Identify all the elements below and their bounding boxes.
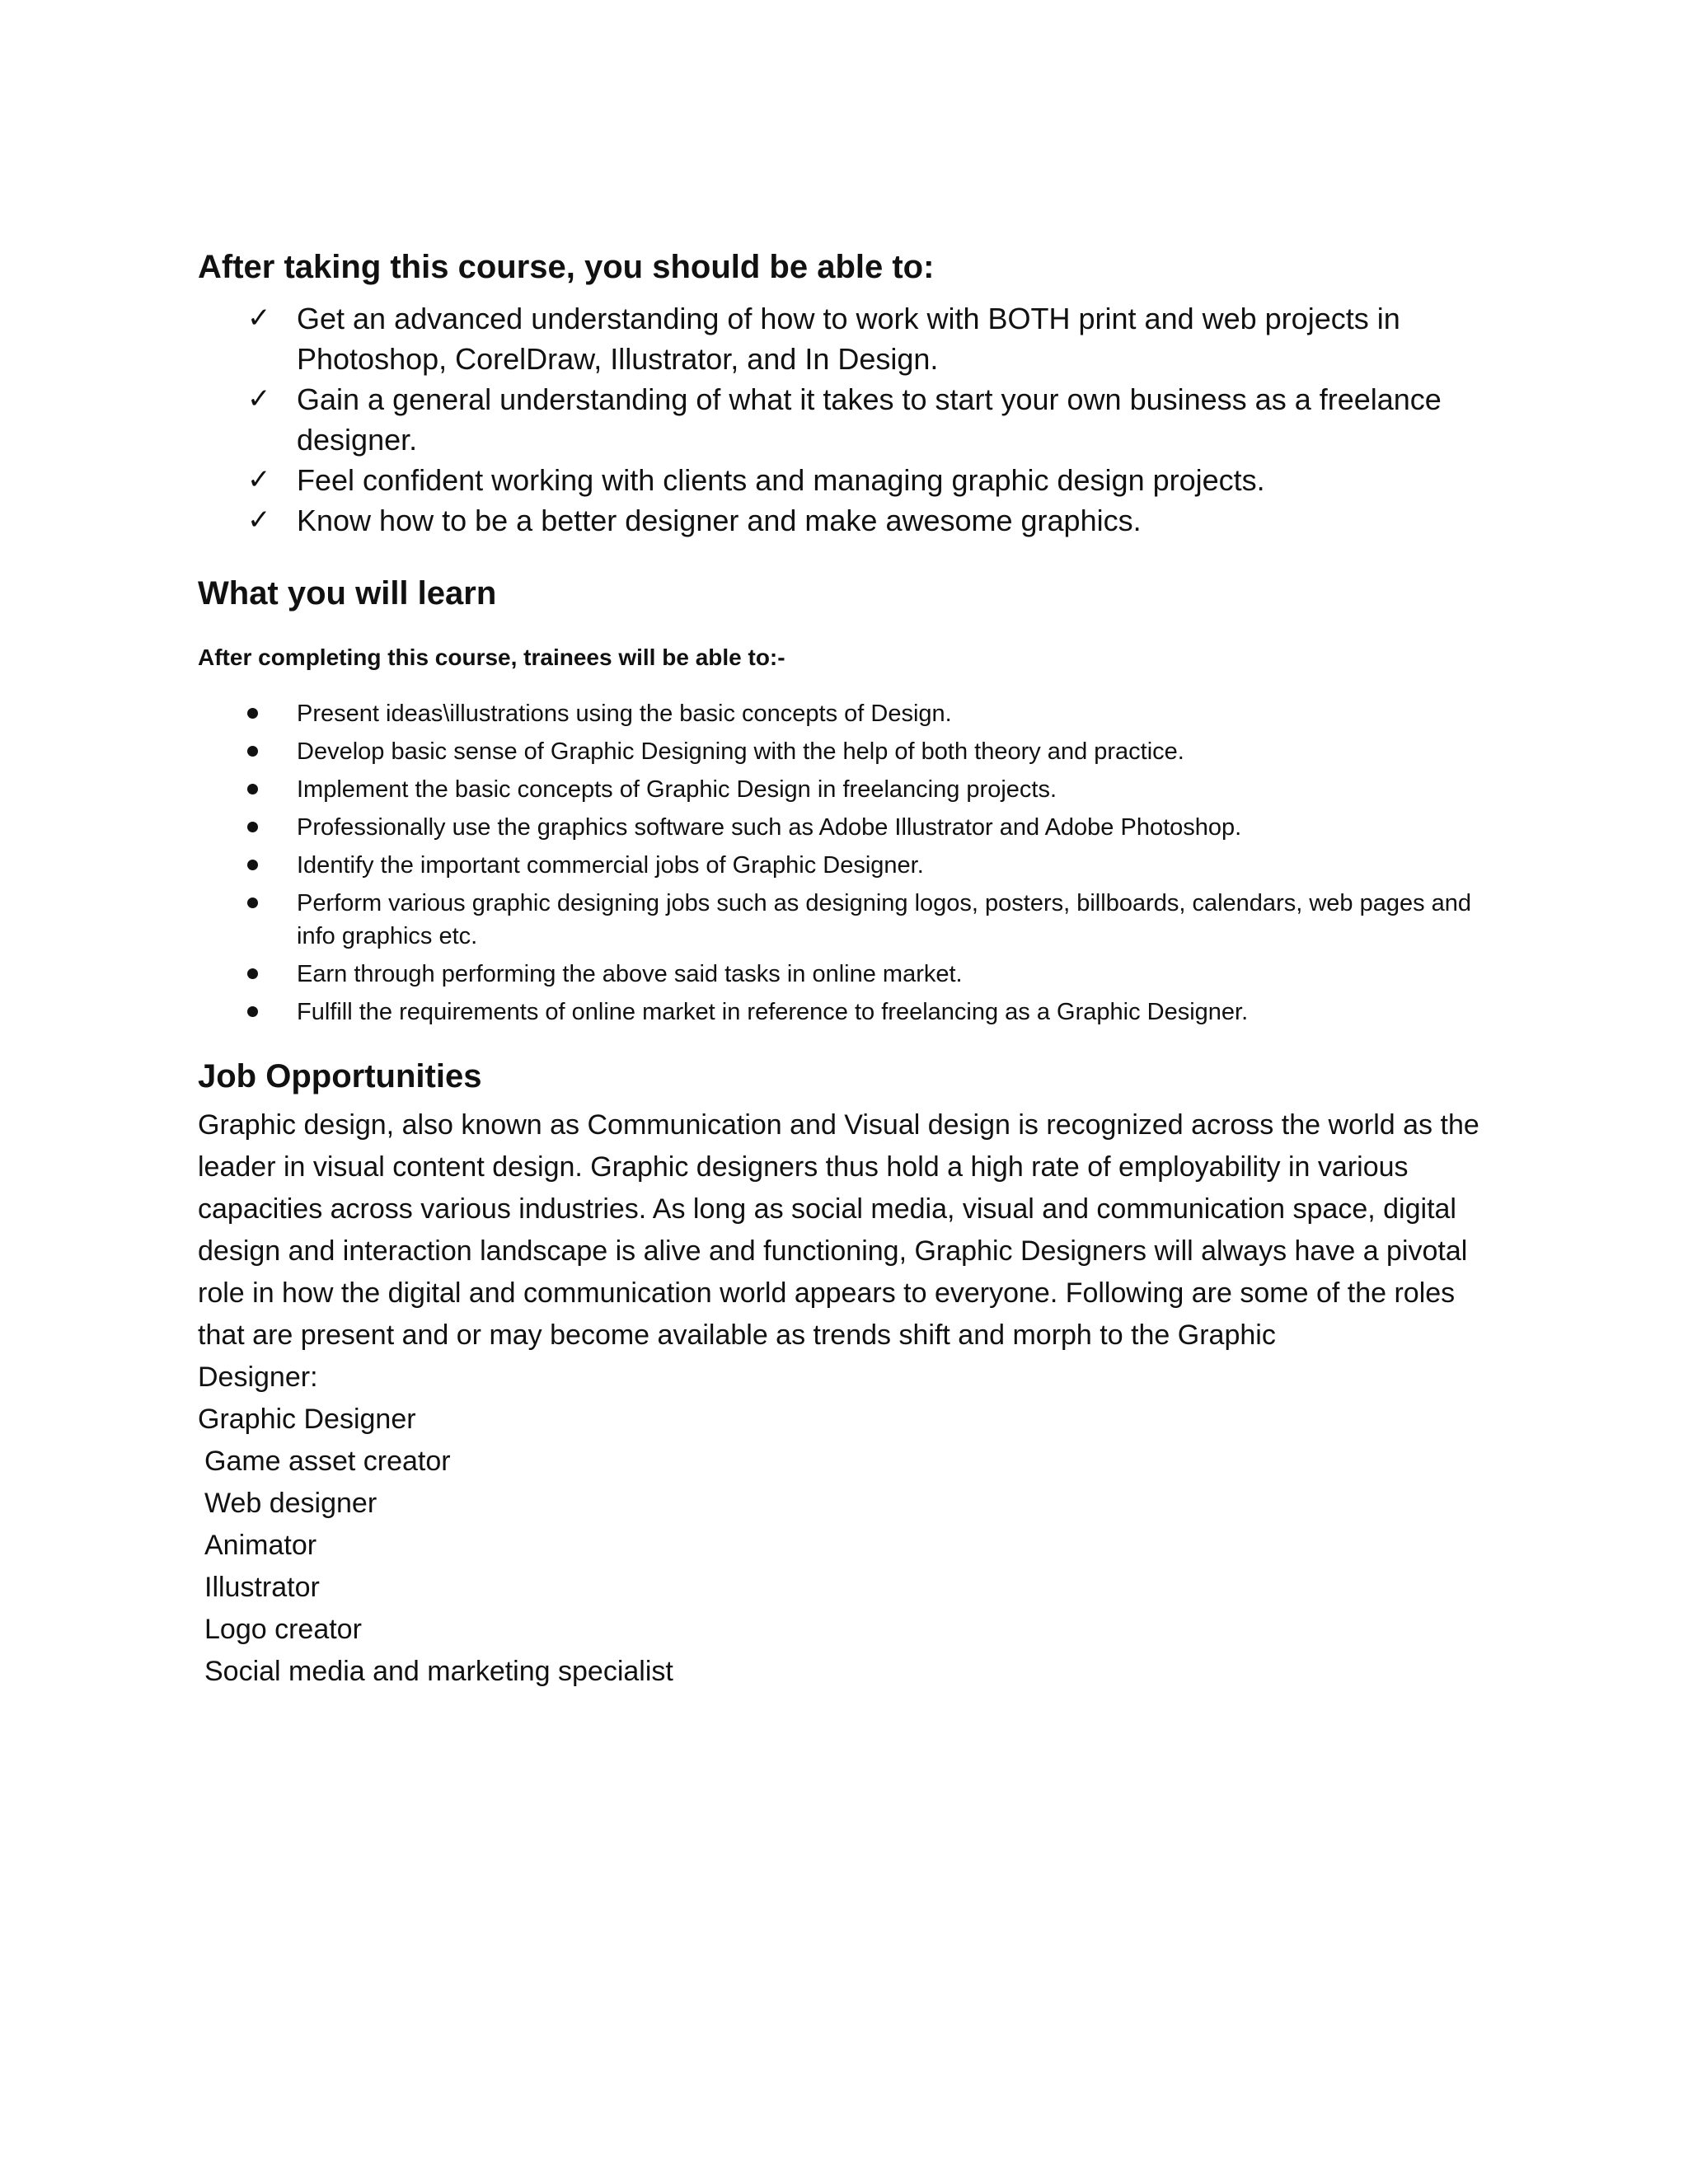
bullet-dot-icon — [247, 898, 258, 908]
learn-item-text: Fulfill the requirements of online market in reference to freelancing as a Graphic Designer. — [297, 999, 1249, 1026]
learn-item-text: Earn through performing the above said tasks in online market. — [297, 961, 963, 988]
jobs-paragraph-end: Designer: — [198, 1361, 318, 1394]
document-content — [198, 247, 1484, 1693]
check-icon: ✓ — [247, 382, 271, 415]
learn-item-text: Perform various graphic designing jobs such as designing logos, posters, billboards, calendars, web pages and info graphics etc. — [297, 890, 1472, 950]
jobs-paragraph: Graphic design, also known as Communication and Visual design is recognized across the world as the leader in visual content design. Graphic designers thus hold a high rate of employability in various capacities across various industries. As long as social media, visual and communication space, digital design and interaction landscape is alive and functioning, Graphic Designers will always have a pivotal role in how the digital and communication world appears to everyone. Following are some of the roles that are present and or may become available as trends shift and morph to the Graphic — [198, 1109, 1479, 1352]
role-item: Logo creator — [204, 1614, 362, 1646]
check-icon: ✓ — [247, 302, 271, 335]
learn-heading: What you will learn — [198, 575, 497, 612]
list-item — [198, 460, 1484, 500]
bullet-dot-icon — [247, 968, 258, 979]
list-item — [198, 996, 1484, 1029]
bullet-dot-icon — [247, 1006, 258, 1017]
jobs-heading: Job Opportunities — [198, 1058, 482, 1095]
role-item: Game asset creator — [204, 1446, 451, 1478]
learn-item-text: Present ideas\illustrations using the basic concepts of Design. — [297, 701, 952, 728]
bullet-dot-icon — [247, 784, 258, 794]
outcome-text: Get an advanced understanding of how to work with BOTH print and web projects in Photoshop, CorelDraw, Illustrator, and In Design. — [297, 302, 1400, 376]
role-item: Social media and marketing specialist — [204, 1656, 673, 1688]
outcome-text: Know how to be a better designer and make awesome graphics. — [297, 504, 1142, 537]
outcomes-list — [198, 298, 1484, 541]
outcome-text: Gain a general understanding of what it takes to start your own business as a freelance designer. — [297, 382, 1442, 457]
outcome-text: Feel confident working with clients and managing graphic design projects. — [297, 463, 1265, 497]
outcomes-heading: After taking this course, you should be able to: — [198, 249, 935, 285]
bullet-dot-icon — [247, 708, 258, 719]
list-item — [198, 811, 1484, 844]
learn-item-text: Develop basic sense of Graphic Designing with the help of both theory and practice. — [297, 738, 1184, 766]
learn-item-text: Identify the important commercial jobs of Graphic Designer. — [297, 852, 924, 879]
list-item — [198, 849, 1484, 882]
bullet-dot-icon — [247, 746, 258, 757]
role-item: Illustrator — [204, 1572, 320, 1604]
bullet-dot-icon — [247, 860, 258, 870]
list-item — [198, 697, 1484, 730]
learn-list — [198, 697, 1484, 1029]
learn-item-text: Professionally use the graphics software such as Adobe Illustrator and Adobe Photoshop. — [297, 814, 1242, 841]
role-item: Animator — [204, 1530, 317, 1562]
list-item — [198, 887, 1484, 953]
list-item — [198, 500, 1484, 541]
list-item — [198, 735, 1484, 768]
learn-intro: After completing this course, trainees will be able to:- — [198, 644, 785, 670]
roles-list — [198, 1399, 1484, 1693]
bullet-dot-icon — [247, 822, 258, 832]
list-item — [198, 958, 1484, 991]
check-icon: ✓ — [247, 504, 271, 537]
list-item — [198, 298, 1484, 379]
list-item — [198, 773, 1484, 806]
role-item: Web designer — [204, 1488, 377, 1520]
learn-item-text: Implement the basic concepts of Graphic Design in freelancing projects. — [297, 776, 1057, 804]
role-item: Graphic Designer — [198, 1404, 416, 1436]
list-item — [198, 379, 1484, 460]
check-icon: ✓ — [247, 463, 271, 496]
